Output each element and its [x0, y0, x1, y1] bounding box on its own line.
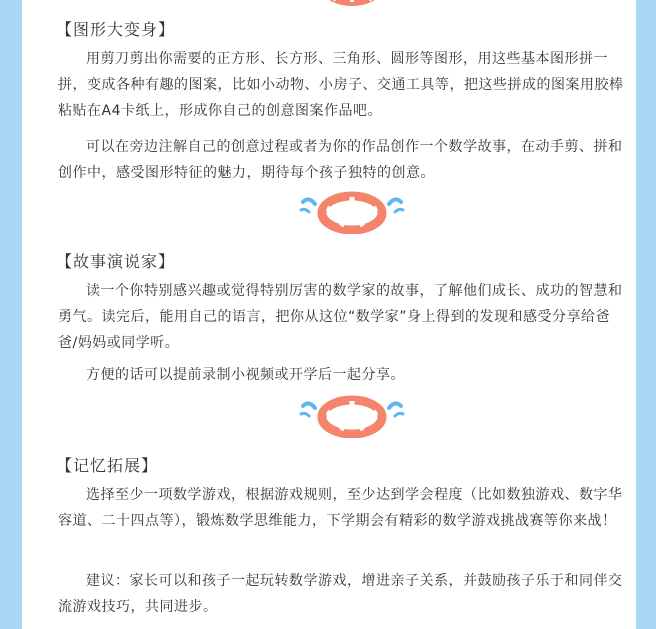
paragraph: 可以在旁边注解自己的创意过程或者为你的作品创作一个数学故事，在动手剪、拼和创作中，感受图形特征的魅力，期待每个孩子独特的创意。: [58, 139, 623, 181]
paragraph: 选择至少一项数学游戏，根据游戏规则，至少达到学会程度（比如数独游戏、数字华容道、二十四点等），锻炼数学思维能力，下学期会有精彩的数学游戏挑战赛等你来战！: [58, 487, 623, 529]
paragraph: 读一个你特别感兴趣或觉得特别厉害的数学家的故事，了解他们成长、成功的智慧和勇气。读完后，能用自己的语言，把你从这位“数学家”身上得到的发现和感受分享给爸爸/妈妈或同学听。: [58, 283, 623, 351]
section-title-memory: 【记忆拓展】: [56, 456, 159, 475]
swim-ring-icon: [322, 400, 382, 434]
paragraph: 建议：家长可以和孩子一起玩转数学游戏，增进亲子关系，并鼓励孩子乐于和同伴交流游戏技巧，共同进步。: [58, 573, 623, 615]
swim-ring-icon: [322, 0, 382, 6]
paragraph: 方便的话可以提前录制小视频或开学后一起分享。: [86, 367, 405, 383]
swim-ring-divider: [297, 188, 407, 234]
swim-ring-icon: [322, 196, 382, 230]
swim-ring-divider: [297, 392, 407, 438]
section-title-story: 【故事演说家】: [56, 252, 176, 271]
paragraph: 用剪刀剪出你需要的正方形、长方形、三角形、圆形等图形，用这些基本图形拼一拼，变成各种有趣的图案，比如小动物、小房子、交通工具等，把这些拼成的图案用胶棒粘贴在A4卡纸上，形成你自己的创意图案作品吧。: [58, 51, 624, 119]
section-title-shapes: 【图形大变身】: [56, 20, 176, 39]
document-page: [22, 0, 636, 629]
